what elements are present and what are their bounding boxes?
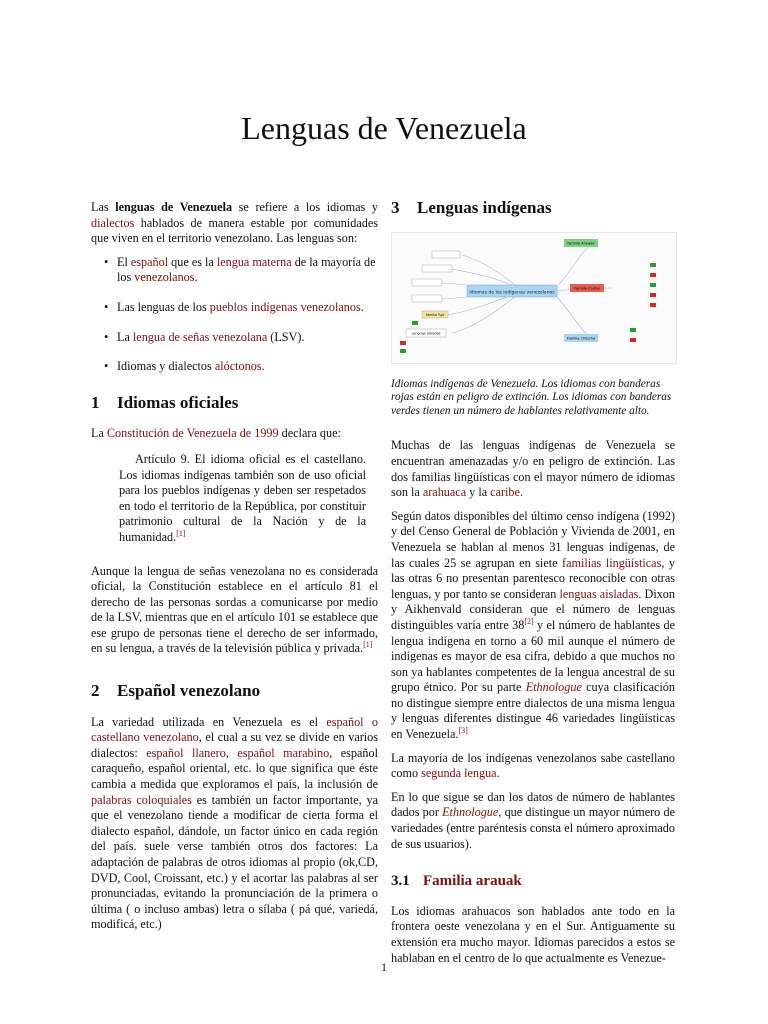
sec3-paragraph-4: En lo que sigue se dan los datos de número de hablantes dados por Ethnologue, que distingue un mayor número de variedades (entre paréntesis consta el número aproximado de sus usuarios). — [391, 789, 675, 851]
svg-text:Familia Arawak: Familia Arawak — [567, 241, 595, 246]
left-column — [91, 200, 378, 941]
list-item: • Las lenguas de los pueblos indígenas venezolanos. — [104, 299, 364, 314]
link-pueblos-indigenas[interactable]: pueblos indígenas venezolanos — [209, 299, 361, 314]
link-arahuaca[interactable]: arahuaca — [422, 485, 467, 500]
ref-link[interactable]: [1] — [176, 528, 186, 538]
ref-link[interactable]: [3] — [458, 726, 468, 735]
ref-link[interactable]: [1] — [363, 640, 373, 650]
figure-caption: Idiomas indígenas de Venezuela. Los idiomas con banderas rojas están en peligro de extinción. Los idiomas con banderas verdes tienen un número de hablantes relativamente alto. — [391, 377, 672, 417]
svg-text:Familia Chibcha: Familia Chibcha — [566, 336, 596, 341]
svg-text:Familia Caribe: Familia Caribe — [574, 286, 600, 291]
list-item: • El español que es la lengua materna de la mayoría de los venezolanos. — [104, 254, 376, 285]
page-number: 1 — [381, 960, 387, 974]
mindmap-center-label: Idiomas de los indígenas venezolanos — [469, 290, 555, 296]
link-ethnologue-2[interactable]: Ethnologue — [442, 805, 499, 820]
subsection-heading-3-1: 3.1 Familia arauak — [391, 873, 522, 890]
svg-text:Lenguas aisladas: Lenguas aisladas — [411, 331, 441, 336]
link-constitucion[interactable]: Constitución de Venezuela de 1999 — [106, 426, 279, 441]
sec1-paragraph: La Constitución de Venezuela de 1999 declara que: — [91, 426, 341, 441]
mindmap-leaf — [412, 279, 442, 286]
section-heading-1: 1 Idiomas oficiales — [91, 392, 239, 412]
languages-list — [91, 255, 378, 375]
mindmap-leaf — [432, 251, 460, 258]
bullet-icon: • — [104, 254, 109, 269]
sec31-paragraph: Los idiomas arahuacos son hablados ante todo en la frontera oeste venezolana y en el Sur. Antiguamente su extensión era mucho mayor. Idiomas parecidos a estos se hablaban en el centro de lo que actualmente es Venezue- — [391, 903, 675, 965]
mindmap-leaf — [422, 265, 452, 272]
link-ethnologue[interactable]: Ethnologue — [525, 680, 582, 695]
link-segunda-lengua[interactable]: segunda lengua — [421, 766, 497, 781]
link-familias-linguisticas[interactable]: familias lingüísticas — [562, 555, 662, 570]
sec1-paragraph-2: Aunque la lengua de señas venezolana no es considerada oficial, la Constitución establece en el artículo 81 el derecho de las personas sordas a comunicarse por medio de la LSV, mientras que en el artículo 101 se establece que ese grupo de personas tiene el derecho de ser informado, en su lengua, a través de la televisión pública y privada.[1] — [91, 563, 378, 656]
link-lsv[interactable]: lengua de señas venezolana — [132, 329, 268, 344]
mindmap-leaf — [412, 295, 442, 302]
section-heading-3: 3 Lenguas indígenas — [391, 198, 552, 217]
bullet-icon: • — [104, 359, 109, 374]
bullet-icon: • — [104, 299, 109, 314]
link-espanol-marabino[interactable]: español marabino — [237, 745, 330, 760]
sec3-paragraph-3: La mayoría de los indígenas venezolanos sabe castellano como segunda lengua. — [391, 750, 675, 781]
link-venezolanos[interactable]: venezolanos — [134, 270, 195, 285]
list-item: • Idiomas y dialectos alóctonos. — [104, 359, 265, 374]
right-column — [391, 200, 675, 974]
page-title: Lenguas de Venezuela — [241, 110, 527, 146]
link-espanol-venezolano[interactable]: español o castellano venezolano — [91, 714, 378, 745]
bold-term: lenguas de Venezuela — [115, 200, 233, 214]
section-heading-2: 2 Español venezolano — [91, 681, 261, 701]
sec3-paragraph-2: Según datos disponibles del último censo indígena (1992) y del Censo General de Población y Vivienda de 2001, en Venezuela se hablan al menos 31 lenguas indígenas, de las cuales 25 se agrupan en siete familias lingüísticas, y las otras 6 no presentan parentesco reconocible con otras lenguas, y por tanto se consideran lenguas aisladas. Dixon y Aikhenvald consideran que el número de lenguas distinguibles varía entre 38[2] y el número de hablantes de lengua indígena en torno a 60 mil aunque el número de indígenas es mayor de esa cifra, debido a que muchos no son ya hablantes competentes de la lengua ancestral de su grupo étnico. Por su parte Ethnologue cuya clasificación no distingue siempre entre dialectos de una misma lengua y lenguas diferentes distingue 46 variedades lingüísticas en Venezuela.[3] — [391, 508, 676, 742]
intro-paragraph: Las lenguas de Venezuela se refiere a los idiomas y dialectos hablados de manera estable por comunidades que viven en el territorio venezolano. Las lenguas son: — [91, 200, 378, 246]
svg-text:Familia Tupí: Familia Tupí — [425, 312, 445, 317]
link-palabras-coloquiales[interactable]: palabras coloquiales — [91, 792, 192, 807]
bullet-icon: • — [104, 329, 109, 344]
quote-block: Artículo 9. El idioma oficial es el castellano. Los idiomas indígenas también son de uso oficial para los pueblos indígenas y deben ser respetados en todo el territorio de la República, por constituir patrimonio cultural de la Nación y de la humanidad.[1] — [119, 451, 366, 544]
link-aloctonos[interactable]: alóctonos — [214, 359, 262, 374]
list-item: • La lengua de señas venezolana (LSV). — [104, 329, 305, 344]
ref-link[interactable]: [2] — [524, 616, 534, 626]
flag-icon — [400, 263, 656, 353]
link-espanol[interactable]: español — [130, 254, 169, 269]
link-caribe[interactable]: caribe — [490, 485, 520, 500]
sec2-paragraph: La variedad utilizada en Venezuela es el español o castellano venezolano, el cual a su vez se divide en varios dialectos: español llanero, español marabino, español caraqueño, español oriental, etc. lo que significa que éste cambia a medida que exploramos el país, la inclusión de palabras coloquiales es también un factor importante, ya que el venezolano tiende a modificar de cierta forma el dialecto español, dándole, un factor único en cada región del país. suele verse también otros dos factores: La adaptación de palabras de otros idiomas al propio (ok,CD, DVD, Cool, Croissant, etc.) y el acortar las palabras al ser pronunciadas, evitando la pronunciación de la primera o última ( o incluso ambas) letra o sílaba ( pá qué, variedá, modificá, etc.) — [91, 714, 379, 932]
mindmap-figure — [391, 232, 677, 364]
link-lengua-materna[interactable]: lengua materna — [216, 254, 292, 269]
link-espanol-llanero[interactable]: español llanero — [146, 745, 226, 760]
link-dialectos[interactable]: dialectos — [91, 215, 135, 230]
sec3-paragraph-1: Muchas de las lenguas indígenas de Venezuela se encuentran amenazadas y/o en peligro de extinción. Las dos familias lingüísticas con el mayor número de idiomas son la arahuaca y la caribe. — [391, 438, 675, 500]
link-lenguas-aisladas[interactable]: lenguas aisladas — [559, 586, 639, 601]
